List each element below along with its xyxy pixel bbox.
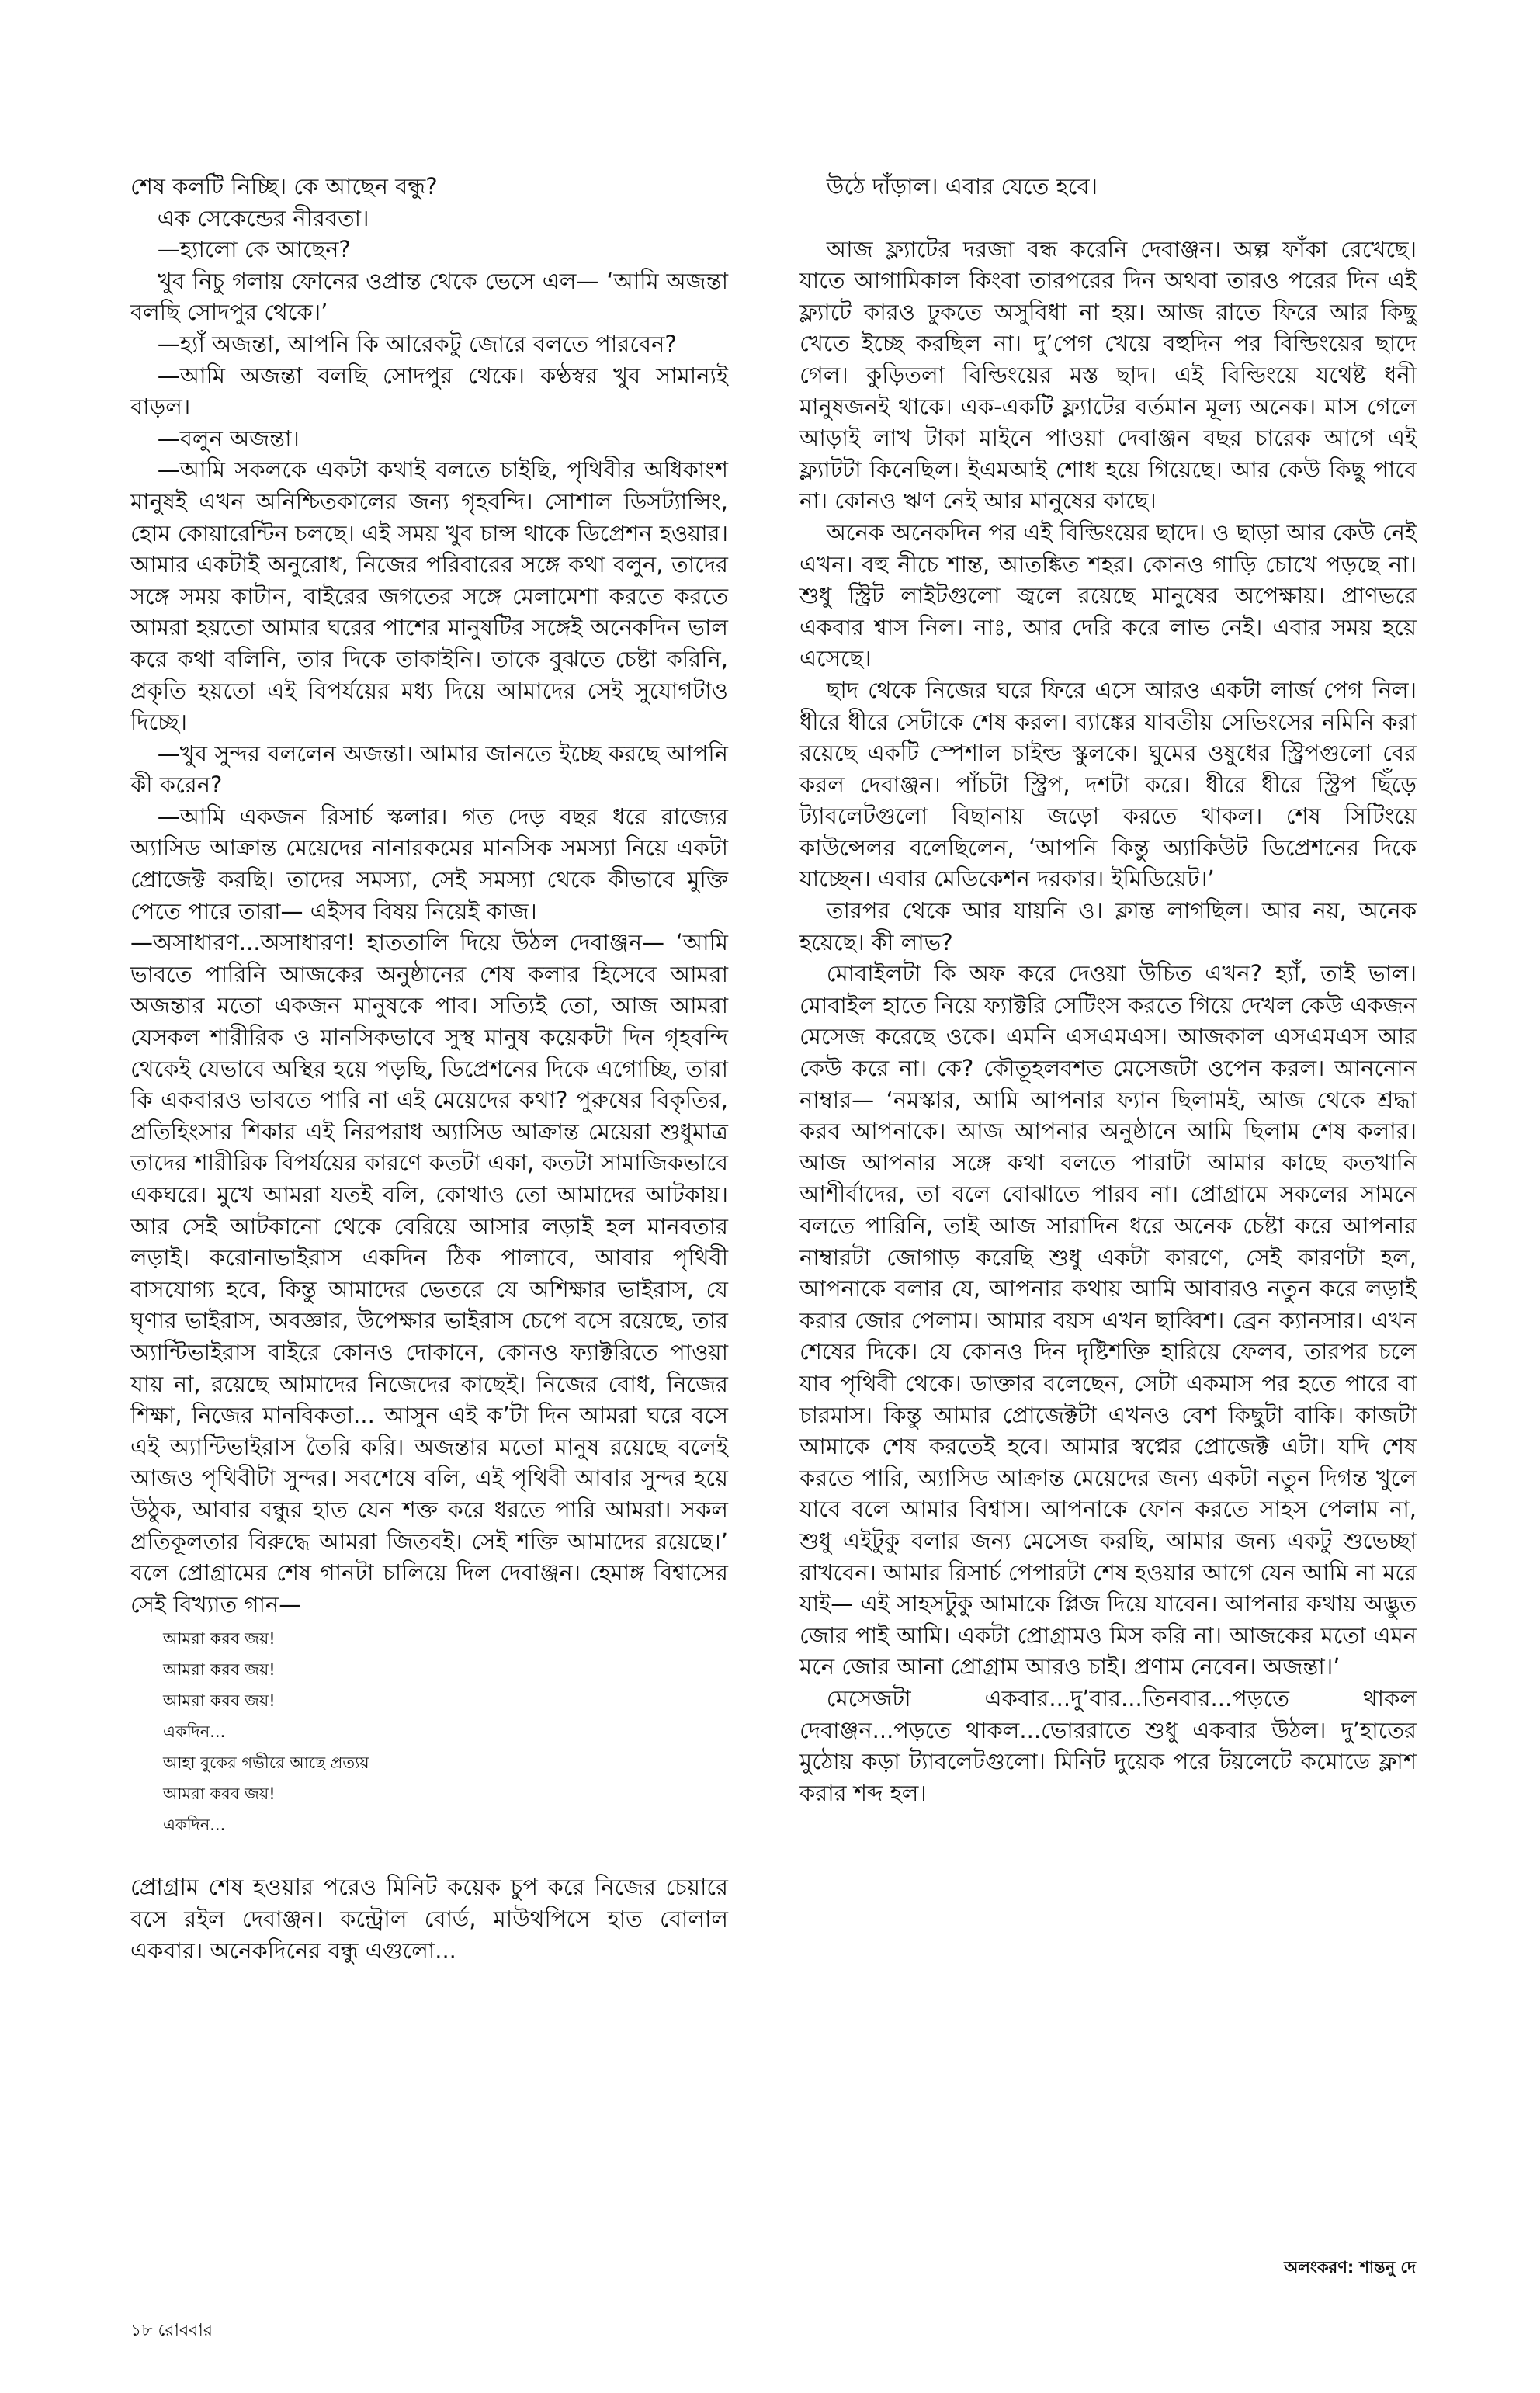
song-line: আমরা করব জয়!: [163, 1629, 276, 1649]
story-paragraph: ছাদ থেকে নিজের ঘরে ফিরে এসে আরও একটা লার্জ পেগ নিল। ধীরে ধীরে সেটাকে শেষ করল। ব্যাঙ্কের যাবতীয় সেভিংসের নমিনি করা রয়েছে একটি স্পেশাল চাইল্ড স্কুলকে। ঘুমের ওষুধের স্ট্রিপগুলো বের করল দেবাঞ্জন। পাঁচটা স্ট্রিপ, দশটা করে। ধীরে ধীরে স্ট্রিপ ছিঁড়ে ট্যাবলেটগুলো বিছানায় জড়ো করতে থাকল। শেষ সিটিংয়ে কাউন্সেলর বলেছিলেন, ‘আপনি কিন্তু অ্যাকিউট ডিপ্রেশনের দিকে যাচ্ছেন। এবার মেডিকেশন দরকার। ইমিডিয়েট।’: [799, 676, 1417, 893]
story-paragraph: শেষ কলটি নিচ্ছি। কে আছেন বন্ধু?: [130, 173, 438, 199]
story-paragraph: এক সেকেন্ডের নীরবতা।: [157, 204, 369, 231]
story-paragraph: —আমি একজন রিসার্চ স্কলার। গত দেড় বছর ধরে রাজ্যের অ্যাসিড আক্রান্ত মেয়েদের নানারকমের মানসিক সমস্যা নিয়ে একটা প্রোজেক্ট করছি। তাদের সমস্যা, সেই সমস্যা থেকে কীভাবে মুক্তি পেতে পারে তারা— এইসব বিষয় নিয়েই কাজ।: [130, 803, 728, 924]
story-paragraph: —বলুন অজন্তা।: [157, 425, 300, 452]
song-lyrics: [130, 1623, 728, 1840]
story-paragraph: মোবাইলটা কি অফ করে দেওয়া উচিত এখন? হ্যাঁ, তাই ভাল। মোবাইল হাতে নিয়ে ফ্যাক্টরি সেটিংস করতে গিয়ে দেখল কেউ একজন মেসেজ করেছে ওকে। এমনি এসএমএস। আজকাল এসএমএস আর কেউ করে না। কে? কৌতূহলবশত মেসেজটা ওপেন করল। আননোন নাম্বার— ‘নমস্কার, আমি আপনার ফ্যান ছিলামই, আজ থেকে শ্রদ্ধা করব আপনাকে। আজ আপনার অনুষ্ঠানে আমি ছিলাম শেষ কলার। আজ আপনার সঙ্গে কথা বলতে পারাটা আমার কাছে কতখানি আশীর্বাদের, তা বলে বোঝাতে পারব না। প্রোগ্রামে সকলের সামনে বলতে পারিনি, তাই আজ সারাদিন ধরে অনেক চেষ্টা করে আপনার নাম্বারটা জোগাড় করেছি শুধু একটা কারণে, সেই কারণটা হল, আপনাকে বলার যে, আপনার কথায় আমি আবারও নতুন করে লড়াই করার জোর পেলাম। আমার বয়স এখন ছাব্বিশ। ব্রেন ক্যানসার। এখন শেষের দিকে। যে কোনও দিন দৃষ্টিশক্তি হারিয়ে ফেলব, তারপর চলে যাব পৃথিবী থেকে। ডাক্তার বলেছেন, সেটা একমাস পর হতে পারে বা চারমাস। কিন্তু আমার প্রোজেক্টটা এখনও বেশ কিছুটা বাকি। কাজটা আমাকে শেষ করতেই হবে। আমার স্বপ্নের প্রোজেক্ট এটা। যদি শেষ করতে পারি, অ্যাসিড আক্রান্ত মেয়েদের জন্য একটা নতুন দিগন্ত খুলে যাবে বলে আমার বিশ্বাস। আপনাকে ফোন করতে সাহস পেলাম না, শুধু এইটুকু বলার জন্য মেসেজ করছি, আমার জন্য একটু শুভেচ্ছা রাখবেন। আমার রিসার্চ পেপারটা শেষ হওয়ার আগে যেন আমি না মরে যাই— এই সাহসটুকু আমাকে প্লিজ দিয়ে যাবেন। আপনার কথায় অদ্ভুত জোর পাই আমি। একটা প্রোগ্রামও মিস করি না। আজকের মতো এমন মনে জোর আনা প্রোগ্রাম আরও চাই। প্রণাম নেবেন। অজন্তা।’: [799, 960, 1417, 1680]
left-column: [130, 171, 728, 1966]
song-line: আমরা করব জয়!: [163, 1691, 276, 1711]
right-column: [799, 171, 1417, 1809]
song-line: একদিন...: [163, 1722, 226, 1742]
song-line: একদিন...: [163, 1816, 226, 1835]
page-folio: ১৮ রোববার: [130, 2321, 213, 2340]
song-line: আমরা করব জয়!: [163, 1660, 276, 1680]
story-paragraph: —আমি সকলকে একটা কথাই বলতে চাইছি, পৃথিবীর অধিকাংশ মানুষই এখন অনিশ্চিতকালের জন্য গৃহবন্দি। সোশাল ডিসট্যান্সিং, হোম কোয়ারেন্টিন চলছে। এই সময় খুব চান্স থাকে ডিপ্রেশন হওয়ার। আমার একটাই অনুরোধ, নিজের পরিবারের সঙ্গে কথা বলুন, তাদের সঙ্গে সময় কাটান, বাইরের জগতের সঙ্গে মেলামেশা করতে করতে আমরা হয়তো আমার ঘরের পাশের মানুষটির সঙ্গেই অনেকদিন ভাল করে কথা বলিনি, তার দিকে তাকাইনি। তাকে বুঝতে চেষ্টা করিনি, প্রকৃতি হয়তো এই বিপর্যয়ের মধ্য দিয়ে আমাদের সেই সুযোগটাও দিচ্ছে।: [130, 456, 728, 736]
story-paragraph: মেসেজটা একবার...দু’বার...তিনবার...পড়তে থাকল দেবাঞ্জন...পড়তে থাকল...ভোররাতে শুধু একবার উঠল। দু’হাতের মুঠোয় কড়া ট্যাবলেটগুলো। মিনিট দুয়েক পরে টয়লেটে কমোডে ফ্লাশ করার শব্দ হল।: [799, 1684, 1417, 1806]
illustration-credit: অলংকরণ: শান্তনু দে: [1284, 2258, 1416, 2277]
story-paragraph: প্রোগ্রাম শেষ হওয়ার পরেও মিনিট কয়েক চুপ করে নিজের চেয়ারে বসে রইল দেবাঞ্জন। কন্ট্রোল বোর্ড, মাউথপিসে হাত বোলাল একবার। অনেকদিনের বন্ধু এগুলো...: [130, 1874, 728, 1964]
story-paragraph: —অসাধারণ...অসাধারণ! হাততালি দিয়ে উঠল দেবাঞ্জন— ‘আমি ভাবতে পারিনি আজকের অনুষ্ঠানের শেষ কলার হিসেবে আমরা অজন্তার মতো একজন মানুষকে পাব। সত্যিই তো, আজ আমরা যেসকল শারীরিক ও মানসিকভাবে সুস্থ মানুষ কয়েকটা দিন গৃহবন্দি থেকেই যেভাবে অস্থির হয়ে পড়ছি, ডিপ্রেশনের দিকে এগোচ্ছি, তারা কি একবারও ভাবতে পারি না এই মেয়েদের কথা? পুরুষের বিকৃতির, প্রতিহিংসার শিকার এই নিরপরাধ অ্যাসিড আক্রান্ত মেয়েরা শুধুমাত্র তাদের শারীরিক বিপর্যয়ের কারণে কতটা একা, কতটা সামাজিকভাবে একঘরে। মুখে আমরা যতই বলি, কোথাও তো আমাদের আটকায়। আর সেই আটকানো থেকে বেরিয়ে আসার লড়াই হল মানবতার লড়াই। করোনাভাইরাস একদিন ঠিক পালাবে, আবার পৃথিবী বাসযোগ্য হবে, কিন্তু আমাদের ভেতরে যে অশিক্ষার ভাইরাস, যে ঘৃণার ভাইরাস, অবজ্ঞার, উপেক্ষার ভাইরাস চেপে বসে রয়েছে, তার অ্যান্টিভাইরাস বাইরে কোনও দোকানে, কোনও ফ্যাক্টরিতে পাওয়া যায় না, রয়েছে আমাদের নিজেদের কাছেই। নিজের বোধ, নিজের শিক্ষা, নিজের মানবিকতা... আসুন এই ক’টা দিন আমরা ঘরে বসে এই অ্যান্টিভাইরাস তৈরি করি। অজন্তার মতো মানুষ রয়েছে বলেই আজও পৃথিবীটা সুন্দর। সবশেষে বলি, এই পৃথিবী আবার সুন্দর হয়ে উঠুক, আবার বন্ধুর হাত যেন শক্ত করে ধরতে পারি আমরা। সকল প্রতিকূলতার বিরুদ্ধে আমরা জিতবই। সেই শক্তি আমাদের রয়েছে।’ বলে প্রোগ্রামের শেষ গানটা চালিয়ে দিল দেবাঞ্জন। হেমাঙ্গ বিশ্বাসের সেই বিখ্যাত গান—: [130, 929, 728, 1618]
story-paragraph: আজ ফ্ল্যাটের দরজা বন্ধ করেনি দেবাঞ্জন। অল্প ফাঁকা রেখেছে। যাতে আগামিকাল কিংবা তারপরের দিন অথবা তারও পরের দিন এই ফ্ল্যাটে কারও ঢুকতে অসুবিধা না হয়। আজ রাতে ফিরে আর কিছু খেতে ইচ্ছে করছিল না। দু’পেগ খেয়ে বহুদিন পর বিল্ডিংয়ের ছাদে গেল। কুড়িতলা বিল্ডিংয়ের মস্ত ছাদ। এই বিল্ডিংয়ে যথেষ্ট ধনী মানুষজনই থাকে। এক-একটি ফ্ল্যাটের বর্তমান মূল্য অনেক। মাস গেলে আড়াই লাখ টাকা মাইনে পাওয়া দেবাঞ্জন বছর চারেক আগে এই ফ্ল্যাটটা কিনেছিল। ইএমআই শোধ হয়ে গিয়েছে। আর কেউ কিছু পাবে না। কোনও ঋণ নেই আর মানুষের কাছে।: [799, 235, 1417, 515]
story-paragraph: —হ্যালো কে আছেন?: [157, 236, 351, 263]
story-paragraph: অনেক অনেকদিন পর এই বিল্ডিংয়ের ছাদে। ও ছাড়া আর কেউ নেই এখন। বহু নীচে শান্ত, আতঙ্কিত শহর। কোনও গাড়ি চোখে পড়ছে না। শুধু স্ট্রিট লাইটগুলো জ্বলে রয়েছে মানুষের অপেক্ষায়। প্রাণভরে একবার শ্বাস নিল। নাঃ, আর দেরি করে লাভ নেই। এবার সময় হয়ে এসেছে।: [799, 518, 1417, 672]
story-paragraph: —আমি অজন্তা বলছি সোদপুর থেকে। কণ্ঠস্বর খুব সামান্যই বাড়ল।: [130, 362, 728, 421]
story-paragraph: —হ্যাঁ অজন্তা, আপনি কি আরেকটু জোরে বলতে পারবেন?: [157, 330, 677, 357]
story-paragraph: —খুব সুন্দর বললেন অজন্তা। আমার জানতে ইচ্ছে করছে আপনি কী করেন?: [130, 740, 728, 799]
story-paragraph: উঠে দাঁড়াল। এবার যেতে হবে।: [826, 173, 1098, 199]
story-paragraph: খুব নিচু গলায় ফোনের ওপ্রান্ত থেকে ভেসে এল— ‘আমি অজন্তা বলছি সোদপুর থেকে।’: [130, 267, 728, 326]
song-line: আহা বুকের গভীরে আছে প্রত্যয়: [163, 1753, 369, 1773]
story-paragraph: তারপর থেকে আর যায়নি ও। ক্লান্ত লাগছিল। আর নয়, অনেক হয়েছে। কী লাভ?: [799, 897, 1417, 955]
song-line: আমরা করব জয়!: [163, 1784, 276, 1804]
